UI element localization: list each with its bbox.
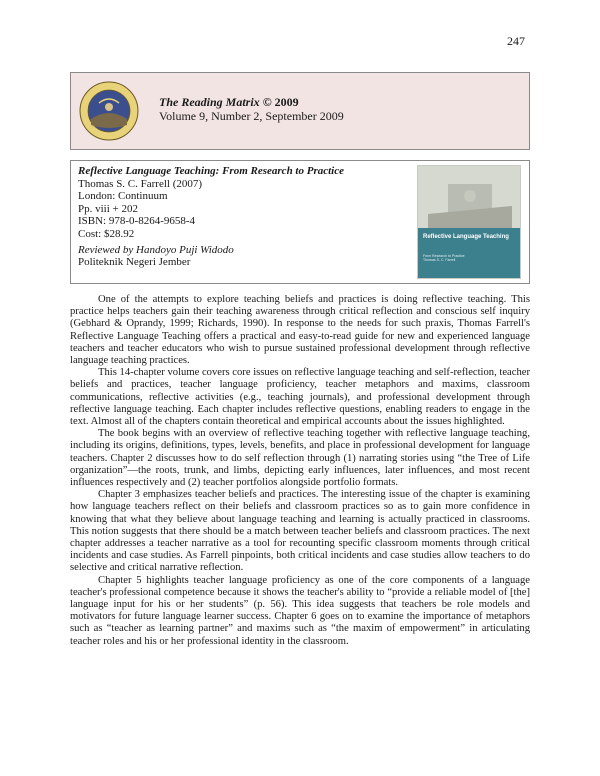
reading-matrix-logo [79, 81, 139, 141]
reviewer: Reviewed by Handoyo Puji Widodo [78, 243, 234, 256]
book-cost: Cost: $28.92 [78, 227, 135, 240]
journal-header [70, 72, 530, 150]
issue-info: Volume 9, Number 2, September 2009 [159, 109, 344, 123]
cover-photo [418, 166, 521, 228]
page-number: 247 [507, 34, 525, 48]
reviewer-affiliation: Politeknik Negeri Jember [78, 256, 191, 269]
paragraph: Chapter 3 emphasizes teacher beliefs and practices. The interesting issue of the chapter is examining how language teachers reflect on their beliefs and classroom practices so as to gain more confidence in knowing that what they believe about language teaching and learning is actually practiced in classrooms. This notion suggests that there should be a match between teacher beliefs and classroom practices. The next chapter addresses a teacher narrative as a tool for recounting specific classroom moments through critical incidents and case studies. As Farrell pinpoints, both critical incidents and case studies allow teachers to do selective and critical narrative reflection. [70, 489, 530, 574]
cover-title: Reflective Language Teaching [423, 234, 509, 240]
paragraph: One of the attempts to explore teaching beliefs and practices is doing reflective teaching. This practice helps teachers gain their teaching awareness through critical reflection and conscious self inquiry (Gebhard & Oprandy, 1999; Richards, 1990). In response to the needs for such praxis, Thomas Farrell's Reflective Language Teaching offers a practical and easy-to-read guide for new and experienced language teachers and teacher educators who wish to pursue sustained professional development through reflective language teaching practices. [70, 294, 530, 367]
book-info-box [70, 160, 530, 284]
book-cover-image [417, 165, 521, 279]
book-title: Reflective Language Teaching: From Research to Practice [78, 165, 344, 177]
book-pages: Pp. viii + 202 [78, 202, 138, 215]
paragraph: This 14-chapter volume covers core issues on reflective language teaching and self-reflection, teacher beliefs and practices, teacher language proficiency, teacher metaphors and maxims, classroom communications, reflective activities (e.g., teaching journals), and professional development through reflective language teaching. Each chapter includes reflective questions, enabling readers to engage in the text. Almost all of the chapters contain theoretical and empirical accounts about the issues highlighted. [70, 367, 530, 428]
paragraph: The book begins with an overview of reflective teaching together with reflective language teaching, including its origins, definitions, types, levels, benefits, and place in professional development for language teachers. Chapter 2 discusses how to do self reflection through (1) narrating stories using “the Tree of Life organization”—the roots, trunk, and limbs, depicting early influences, later influences, and most recent influences respectively and (2) teacher portfolios alongside portfolio formats. [70, 428, 530, 489]
book-publisher: London: Continuum [78, 190, 168, 203]
book-isbn: ISBN: 978-0-8264-9658-4 [78, 215, 196, 228]
paragraph: Chapter 5 highlights teacher language proficiency as one of the core components of a language teacher's professional competence because it shows the teacher's ability to “provide a reliable model of [the] language input for his or her students” (p. 56). This idea suggests that teachers be role models and motivators for future language learner success. Chapter 6 goes on to examine the importance of metaphors such as “teacher as learning partner” and maxims such as “the maxim of empowerment” in articulating teacher roles and his or her professional identity in the classroom. [70, 574, 530, 647]
review-body [70, 294, 530, 648]
book-author: Thomas S. C. Farrell (2007) [78, 177, 203, 190]
journal-title: The Reading Matrix © 2009 [159, 95, 299, 109]
cover-subtitle: From Research to Practice Thomas S. C. Farrell [423, 254, 465, 262]
